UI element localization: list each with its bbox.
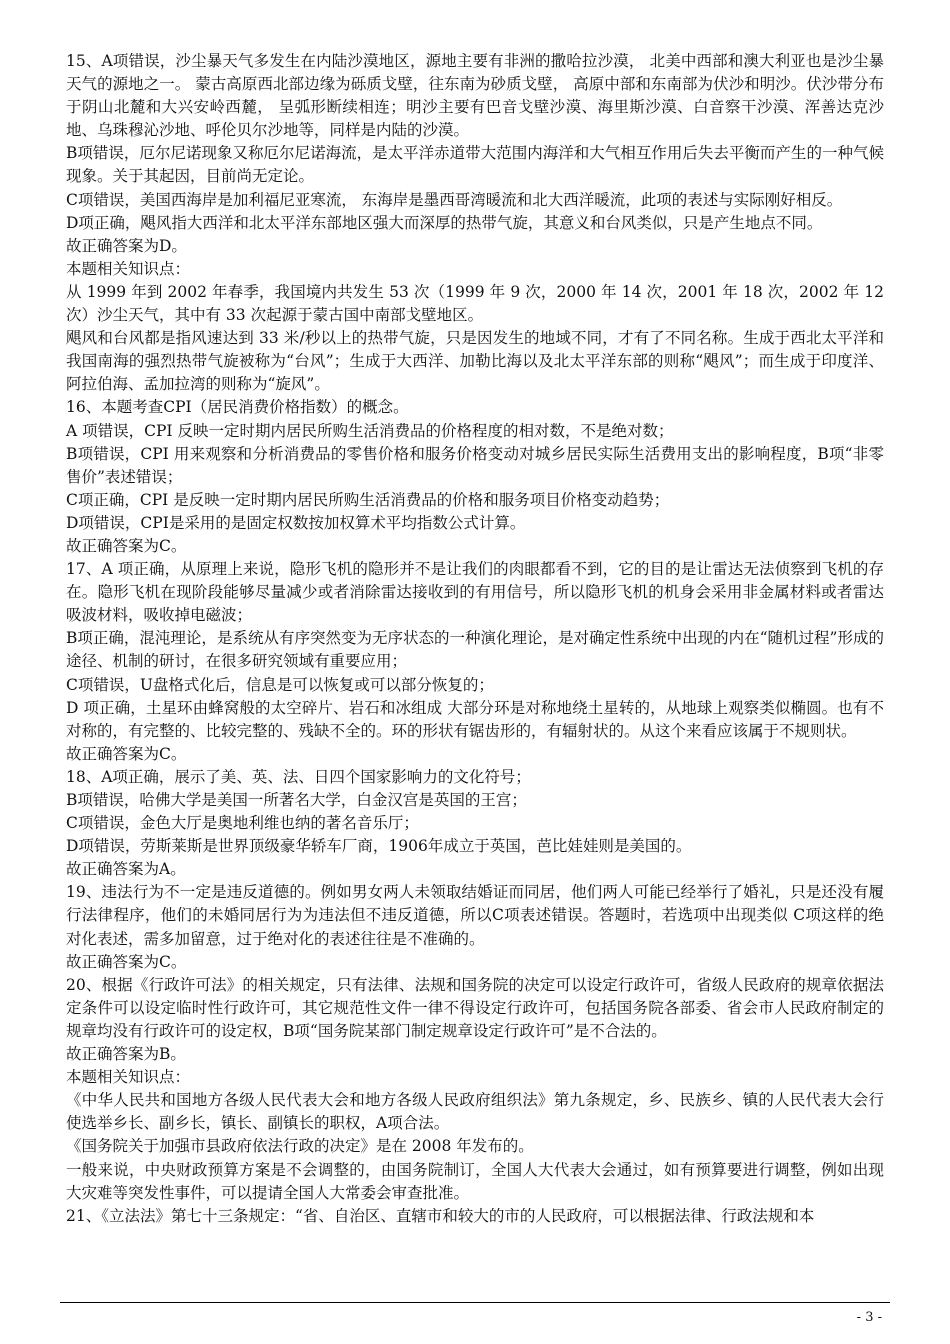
- paragraph: D 项正确，土星环由蜂窝般的太空碎片、岩石和冰组成 大部分环是对称地绕土星转的，从地球上观察类似椭圆。也有不对称的，有完整的、比较完整的、残缺不全的。环的形状有锯齿形的，有辐射状的。从这个来看应该属于不规则状。: [66, 698, 884, 740]
- paragraph: 18、A项正确，展示了美、英、法、日四个国家影响力的文化符号；: [66, 767, 531, 786]
- paragraph: C项错误，金色大厅是奥地利维也纳的著名音乐厅；: [66, 814, 419, 833]
- paragraph: 从 1999 年到 2002 年春季，我国境内共发生 53 次（1999 年 9 次，2000 年 14 次，2001 年 18 次，2002 年 12 次）沙尘天气，其中有 33 次起源于蒙古国中南部戈壁地区。: [66, 282, 884, 325]
- paragraph: 17、A 项正确，从原理上来说，隐形飞机的隐形并不是让我们的肉眼都看不到，它的目的是让雷达无法侦察到飞机的存在。隐形飞机在现阶段能够尽量减少或者消除雷达接收到的有用信号，所以隐形飞机的机身会采用非金属材料或者雷达吸波材料，吸收掉电磁波；: [66, 560, 884, 625]
- paragraph: A 项错误，CPI 反映一定时期内居民所购生活消费品的价格程度的相对数，不是绝对数；: [66, 421, 674, 440]
- paragraph: B项正确，混沌理论，是系统从有序突然变为无序状态的一种演化理论，是对确定性系统中出现的内在“随机过程”形成的途径、机制的研讨，在很多研究领域有重要应用；: [66, 629, 884, 671]
- knowledge-heading: 本题相关知识点：: [66, 259, 191, 278]
- answer-line: 故正确答案为D。: [66, 236, 187, 255]
- page-number: - 3 -: [856, 1310, 882, 1325]
- paragraph: 21、《立法法》第七十三条规定：“省、自治区、直辖市和较大的市的人民政府，可以根据法律、行政法规和本: [66, 1206, 815, 1225]
- answer-line: 故正确答案为A。: [66, 860, 186, 879]
- paragraph: 20、根据《行政许可法》的相关规定，只有法律、法规和国务院的决定可以设定行政许可，省级人民政府的规章依据法定条件可以设定临时性行政许可，其它规范性文件一律不得设定行政许可，包括国务院各部委、省会市人民政府制定的规章均没有行政许可的设定权，B项“国务院某部门制定规章设定行政许可”是不合法的。: [66, 975, 884, 1040]
- paragraph: B项错误，厄尔尼诺现象又称厄尔尼诺海流，是太平洋赤道带大范围内海洋和大气相互作用后失去平衡而产生的一种气候现象。关于其起因，目前尚无定论。: [66, 144, 884, 186]
- paragraph: D项错误，CPI是采用的是固定权数按加权算术平均指数公式计算。: [66, 513, 526, 532]
- paragraph: 《中华人民共和国地方各级人民代表大会和地方各级人民政府组织法》第九条规定，乡、民族乡、镇的人民代表大会行使选举乡长、副乡长，镇长、副镇长的职权，A项合法。: [66, 1091, 884, 1133]
- paragraph: 飓风和台风都是指风速达到 33 米/秒以上的热带气旋，只是因发生的地域不同，才有了不同名称。生成于西北太平洋和我国南海的强烈热带气旋被称为“台风”；生成于大西洋、加勒比海以及北太平洋东部的则称“飓风”；而生成于印度洋、阿拉伯海、孟加拉湾的则称为“旋风”。: [66, 329, 884, 394]
- paragraph: D项正确，飓风指大西洋和北太平洋东部地区强大而深厚的热带气旋，其意义和台风类似，只是产生地点不同。: [66, 213, 823, 232]
- paragraph: 15、A项错误，沙尘暴天气多发生在内陆沙漠地区，源地主要有非洲的撒哈拉沙漠， 北美中西部和澳大利亚也是沙尘暴天气的源地之一。 蒙古高原西北部边缘为砾质戈壁，往东南为砂质戈壁， 高原中部和东南部为伏沙和明沙。伏沙带分布于阴山北麓和大兴安岭西麓， 呈弧形断续相连；明沙主要有巴音戈壁沙漠、海里斯沙漠、白音察干沙漠、浑善达克沙地、乌珠穆沁沙地、呼伦贝尔沙地等，同样是内陆的沙漠。: [66, 52, 884, 140]
- answer-line: 故正确答案为C。: [66, 744, 187, 763]
- knowledge-heading: 本题相关知识点：: [66, 1068, 191, 1087]
- answer-line: 故正确答案为C。: [66, 536, 187, 555]
- paragraph: 《国务院关于加强市县政府依法行政的决定》是在 2008 年发布的。: [66, 1137, 534, 1156]
- answer-line: 故正确答案为B。: [66, 1045, 186, 1064]
- paragraph: B项错误，哈佛大学是美国一所著名大学，白金汉宫是英国的王宫；: [66, 791, 527, 809]
- paragraph: C项正确，CPI 是反映一定时期内居民所购生活消费品的价格和服务项目价格变动趋势；: [66, 490, 670, 509]
- paragraph: 19、违法行为不一定是违反道德的。例如男女两人未领取结婚证而同居，他们两人可能已经举行了婚礼，只是还没有履行法律程序，他们的未婚同居行为为违法但不违反道德，所以C项表述错误。答题时，若选项中出现类似 C项这样的绝对化表述，需多加留意，过于绝对化的表述往往是不准确的。: [66, 883, 884, 948]
- paragraph: B项错误，CPI 用来观察和分析消费品的零售价格和服务价格变动对城乡居民实际生活费用支出的影响程度，B项“非零售价”表述错误；: [66, 444, 884, 486]
- footer-divider: [60, 1302, 890, 1303]
- answer-line: 故正确答案为C。: [66, 952, 187, 971]
- paragraph: D项错误，劳斯莱斯是世界顶级豪华轿车厂商，1906年成立于英国，芭比娃娃则是美国的。: [66, 837, 692, 856]
- question-heading: 16、本题考查CPI（居民消费价格指数）的概念。: [66, 398, 409, 417]
- paragraph: C项错误，美国西海岸是加利福尼亚寒流， 东海岸是墨西哥湾暖流和北大西洋暖流，此项的表述与实际刚好相反。: [66, 190, 843, 209]
- document-body: [66, 50, 884, 1228]
- paragraph: C项错误，U盘格式化后，信息是可以恢复或可以部分恢复的；: [66, 675, 494, 694]
- paragraph: 一般来说，中央财政预算方案是不会调整的，由国务院制订，全国人大代表大会通过，如有预算要进行调整，例如出现大灾难等突发性事件，可以提请全国人大常委会审查批准。: [66, 1160, 884, 1202]
